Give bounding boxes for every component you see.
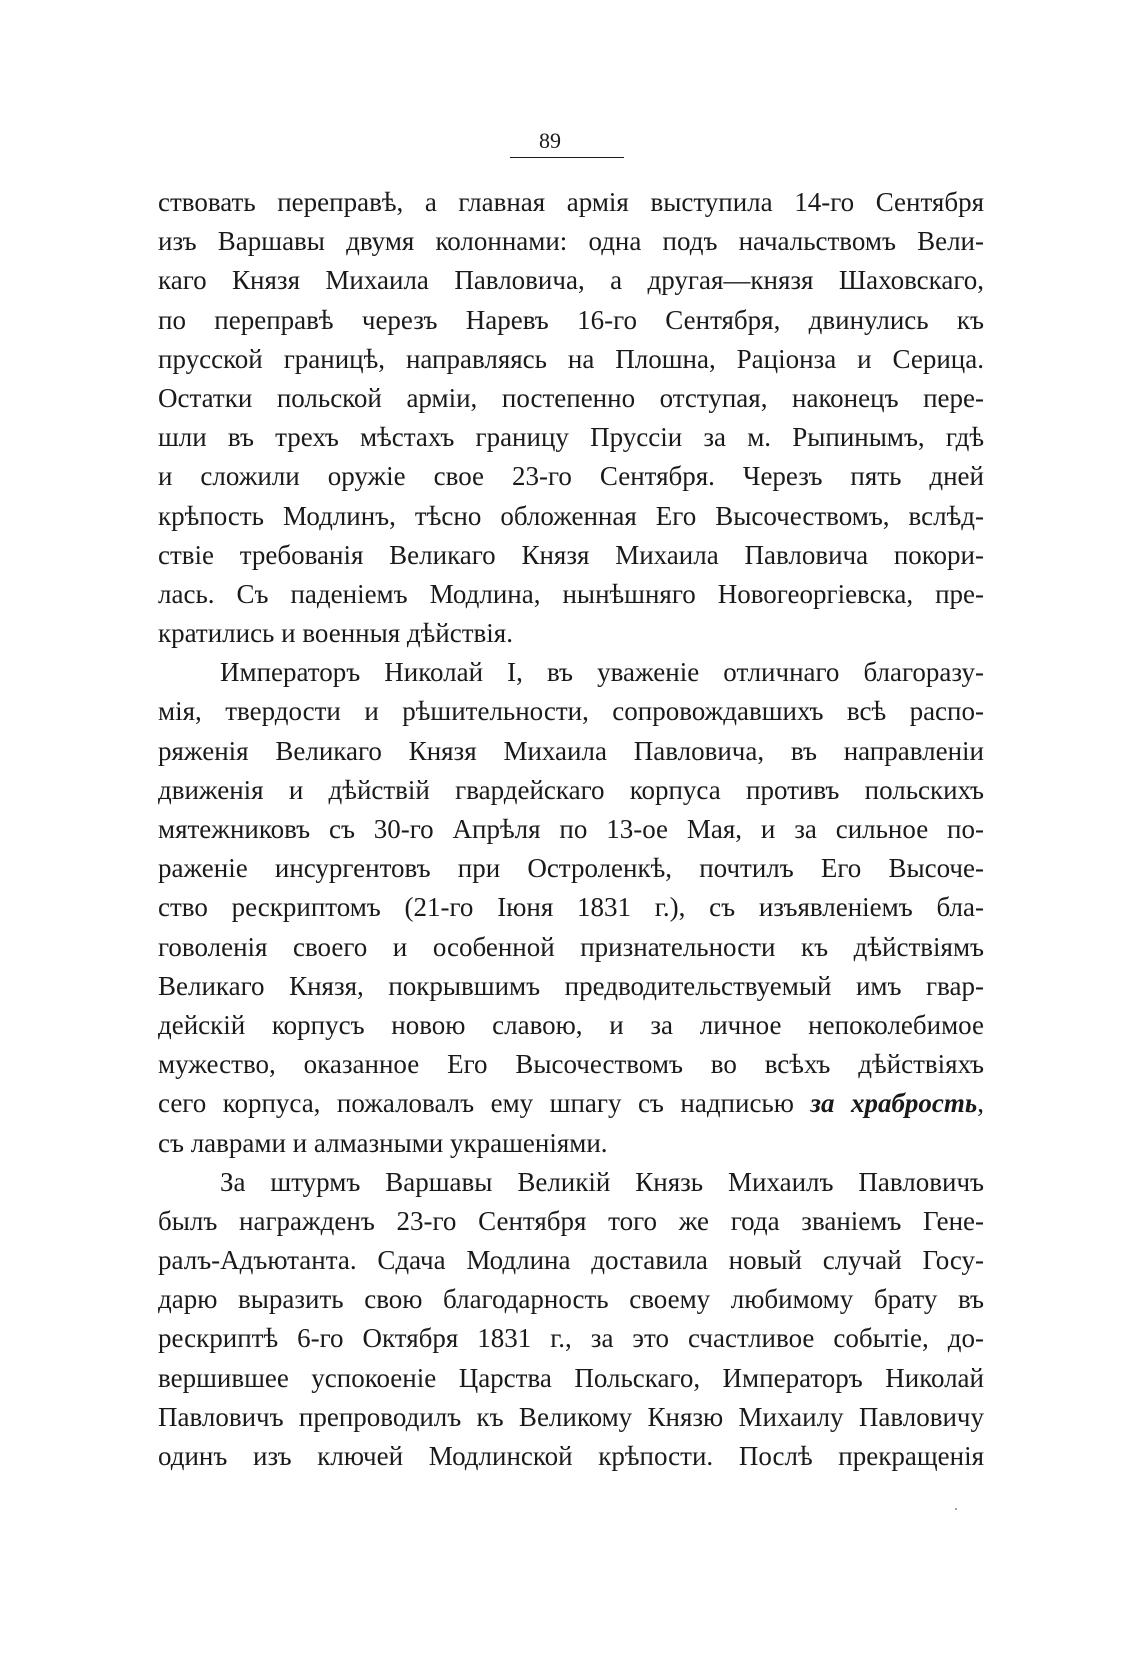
text-line: Павловичъ препроводилъ къ Великому Князю Михаилу Павловичу: [158, 1401, 984, 1432]
body-text: [158, 183, 984, 1476]
emphasized-phrase: за храбрость: [810, 1088, 978, 1119]
text-line: раженіе инсургентовъ при Остроленкѣ, почтилъ Его Высоче-: [158, 853, 984, 884]
text-line: шли въ трехъ мѣстахъ границу Пруссіи за м. Рыпинымъ, гдѣ: [158, 422, 984, 453]
text-line: прусской границѣ, направляясь на Плошна, Раціонза и Серица.: [158, 343, 984, 374]
text-line: лась. Съ паденіемъ Модлина, нынѣшняго Новогеоргіевска, пре-: [158, 578, 984, 609]
text-line: мія, твердости и рѣшительности, сопровождавшихъ всѣ распо-: [158, 696, 984, 727]
text-line: Великаго Князя, покрывшимъ предводительствуемый имъ гвар-: [158, 970, 984, 1001]
text-line: и сложили оружіе свое 23-го Сентября. Черезъ пять дней: [158, 461, 984, 492]
header-rule: [510, 157, 624, 158]
text-line: изъ Варшавы двумя колоннами: одна подъ начальствомъ Вели-: [158, 226, 984, 257]
text-line: ствіе требованія Великаго Князя Михаила Павловича покори-: [158, 539, 984, 570]
text-line: ство рескриптомъ (21-го Іюня 1831 г.), съ изъявленіемъ бла-: [158, 892, 984, 923]
text-line: по переправѣ черезъ Наревъ 16-го Сентября, двинулись къ: [158, 304, 984, 335]
text-line: дейскій корпусъ новою славою, и за личное непоколебимое: [158, 1009, 984, 1040]
text-line: мужество, оказанное Его Высочествомъ во всѣхъ дѣйствіяхъ: [158, 1049, 984, 1080]
text-line: крѣпость Модлинъ, тѣсно обложенная Его Высочествомъ, вслѣд-: [158, 500, 984, 531]
text-line: рескриптѣ 6-го Октября 1831 г., за это счастливое событіе, до-: [158, 1323, 984, 1354]
text-line: былъ награжденъ 23-го Сентября того же года званіемъ Гене-: [158, 1205, 984, 1236]
text-line-with-emphasis: сего корпуса, пожаловалъ ему шпагу съ надписью за храбрость,: [158, 1088, 984, 1119]
text-line: ралъ-Адъютанта. Сдача Модлина доставила новый случай Госу-: [158, 1245, 984, 1276]
text-line: мятежниковъ съ 30-го Апрѣля по 13-ое Мая, и за сильное по-: [158, 814, 984, 844]
text-line: одинъ изъ ключей Модлинской крѣпости. Послѣ прекращенія: [158, 1441, 984, 1471]
paragraph-2: [158, 653, 984, 1162]
page-number: 89: [539, 128, 561, 153]
text-line: дарю выразить свою благодарность своему любимому брату въ: [158, 1284, 984, 1315]
text-line-part: сего корпуса, пожаловалъ ему шпагу съ надписью: [158, 1088, 794, 1119]
text-line: вершившее успокоеніе Царства Польскаго, Императоръ Николай: [158, 1362, 984, 1393]
paragraph-1: [158, 183, 984, 653]
text-line: съ лаврами и алмазными украшеніями.: [158, 1127, 608, 1158]
text-line: кратились и военныя дѣйствія.: [158, 618, 513, 649]
text-line: каго Князя Михаила Павловича, а другая—князя Шаховскаго,: [158, 265, 984, 296]
text-line: ствовать переправѣ, а главная армія выступила 14-го Сентября: [158, 187, 984, 217]
text-line: Императоръ Николай I, въ уваженіе отличнаго благоразу-: [220, 657, 984, 688]
text-line: Остатки польской арміи, постепенно отступая, наконецъ пере-: [158, 382, 984, 413]
print-speck: [955, 1508, 957, 1510]
text-line: ряженія Великаго Князя Михаила Павловича, въ направленіи: [158, 735, 984, 766]
text-line: За штурмъ Варшавы Великій Князь Михаилъ Павловичъ: [220, 1166, 984, 1197]
text-line: движенія и дѣйствій гвардейскаго корпуса противъ польскихъ: [158, 774, 984, 805]
paragraph-3: [158, 1163, 984, 1477]
text-line: говоленія своего и особенной признательности къ дѣйствіямъ: [158, 931, 984, 962]
